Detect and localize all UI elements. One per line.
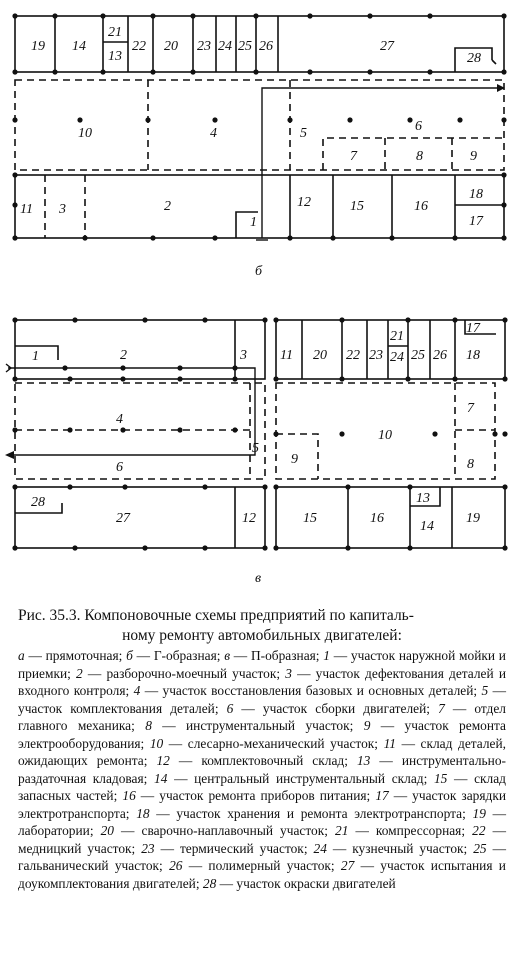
diagram-letter: б	[255, 264, 263, 279]
legend-entry	[335, 823, 465, 838]
legend-entry	[154, 771, 427, 786]
legend-key: 25	[473, 840, 487, 856]
room-label: 17	[466, 321, 480, 336]
room-label: 13	[108, 49, 122, 64]
room-label: 2	[120, 348, 127, 363]
legend-key: 18	[136, 805, 150, 821]
room-label: 18	[469, 187, 483, 202]
legend-key: 21	[335, 823, 349, 838]
legend-key: 3	[285, 665, 292, 681]
room-label: 28	[31, 495, 45, 510]
flow-line	[8, 368, 255, 455]
room-label: 13	[416, 491, 430, 506]
diagram-letter: в	[255, 571, 262, 586]
legend-text: — склад деталей, ожидающих ремонта;	[18, 735, 506, 768]
legend-text: — участок дефектования деталей и входного контроля;	[18, 665, 506, 698]
room-label: 14	[420, 519, 434, 534]
room-label: 9	[470, 149, 477, 164]
room-label: 23	[369, 348, 383, 363]
room-label: 23	[197, 39, 211, 54]
room-label: 24	[218, 39, 232, 54]
legend-key: 23	[141, 840, 155, 856]
legend-key: 2	[76, 665, 83, 681]
room-label: 5	[252, 441, 259, 456]
legend-key: 22	[472, 823, 486, 838]
legend-entry	[156, 753, 347, 768]
legend-key: 24	[313, 840, 327, 856]
room-label: 2	[164, 199, 171, 214]
room-label: 8	[416, 149, 423, 164]
legend-entry	[169, 858, 335, 873]
legend-text: — участок зарядки электротранспорта;	[18, 788, 506, 821]
legend-entry	[122, 788, 370, 803]
legend-text: — участок испытания и доукомплектования двигателей;	[18, 858, 506, 891]
legend-key: б	[126, 648, 133, 663]
diagram-b	[12, 13, 506, 279]
room-label: 9	[291, 452, 298, 467]
legend-entry	[76, 666, 280, 681]
room-label: 12	[297, 195, 311, 210]
room-label: 18	[466, 348, 480, 363]
room-label: 7	[350, 149, 357, 164]
room-label: 26	[433, 348, 447, 363]
legend-entry	[18, 648, 122, 663]
flow-arrow	[5, 451, 14, 459]
bottom-strip-wall	[15, 175, 504, 238]
legend-key: 10	[149, 735, 164, 751]
diagram-v	[5, 317, 508, 586]
legend-key: 6	[226, 700, 234, 716]
room-label: 3	[59, 202, 66, 217]
room-label: 27	[116, 511, 130, 526]
legend-text: — центральный инструментальный склад;	[167, 770, 428, 786]
legend-text: — гальванический участок;	[18, 840, 506, 873]
room-label: 6	[415, 119, 422, 134]
legend-text: — отдел главного механика;	[18, 700, 506, 733]
room-label: 6	[116, 460, 123, 475]
room-label: 28	[467, 51, 481, 66]
legend-text: — компрессорная;	[348, 823, 466, 838]
room-label: 21	[108, 25, 122, 40]
legend-entry	[224, 648, 319, 663]
legend-key: 28	[202, 875, 217, 891]
legend-key: в	[224, 648, 231, 663]
legend-text: — участок сборки двигателей;	[233, 700, 430, 716]
legend-text: — полимерный участок;	[182, 858, 335, 873]
caption-legend	[18, 648, 506, 891]
legend-text: — участок восстановления базовых и основных деталей;	[140, 683, 478, 698]
legend-text: — кузнечный участок;	[326, 840, 468, 856]
caption-title-line1: Рис. 35.3. Компоновочные схемы предприятий по капиталь-	[18, 607, 414, 624]
legend-key: 14	[154, 770, 168, 786]
legend-text: — слесарно-механический участок;	[163, 735, 379, 751]
room-label: 12	[242, 511, 256, 526]
room-label: 5	[300, 126, 307, 141]
legend-entry	[101, 823, 328, 838]
legend-entry	[227, 701, 430, 716]
room-label: 1	[32, 349, 39, 364]
legend-text: — участок окраски двигателей	[216, 875, 396, 891]
legend-key: 13	[356, 753, 371, 768]
room-label: 16	[414, 199, 428, 214]
legend-entry	[203, 876, 396, 891]
legend-text: — лаборатории;	[18, 805, 506, 838]
legend-text: — комплектовочный склад;	[169, 753, 348, 768]
room-label: 3	[240, 348, 247, 363]
legend-text: — участок ремонта приборов питания;	[135, 788, 371, 803]
legend-entry	[141, 841, 307, 856]
legend-key: 26	[169, 858, 183, 873]
room-label: 15	[303, 511, 317, 526]
legend-key: 8	[145, 718, 152, 733]
legend-text: — прямоточная;	[24, 648, 123, 663]
room-label: 25	[411, 348, 425, 363]
legend-key: 12	[156, 753, 170, 768]
room-label: 20	[313, 348, 327, 363]
legend-text: — Г-образная;	[132, 648, 221, 663]
legend-text: — разборочно-моечный участок;	[82, 665, 281, 681]
legend-key: 16	[122, 788, 136, 803]
room-label: 20	[164, 39, 178, 54]
legend-key: а	[18, 648, 25, 663]
room-label: 25	[238, 39, 252, 54]
legend-key: 15	[433, 770, 448, 786]
room-label: 7	[467, 401, 474, 416]
legend-text: — термический участок;	[154, 840, 308, 856]
legend-key: 9	[363, 718, 371, 733]
legend-key: 1	[323, 648, 330, 663]
legend-text: — инструментальный участок;	[151, 718, 354, 733]
room-label: 11	[280, 348, 293, 363]
legend-text: — сварочно-наплавочный участок;	[114, 823, 328, 838]
room-label: 1	[250, 215, 257, 230]
legend-text: — медницкий участок;	[18, 823, 506, 856]
room-label: 19	[466, 511, 480, 526]
room-label: 22	[346, 348, 360, 363]
legend-entry	[150, 736, 378, 751]
legend-text: — склад запасных частей;	[18, 770, 506, 803]
legend-text: — участок комплектования деталей;	[18, 683, 507, 716]
room-label: 21	[390, 329, 404, 344]
legend-key: 5	[481, 683, 489, 698]
legend-text: — участок хранения и ремонта электротранспорта;	[149, 805, 466, 821]
legend-key: 17	[375, 788, 389, 803]
legend-text: — участок наружной мойки и приемки;	[18, 648, 506, 681]
legend-entry	[145, 718, 353, 733]
figure-caption	[18, 606, 506, 892]
room-label: 8	[467, 457, 474, 472]
room-label: 4	[116, 412, 123, 427]
room-label: 10	[378, 428, 392, 443]
room-label: 26	[259, 39, 273, 54]
legend-key: 19	[472, 805, 486, 821]
wall	[492, 60, 496, 64]
legend-key: 11	[383, 735, 397, 751]
legend-text: — инструментально-раздаточная кладовая;	[18, 753, 506, 786]
room-label: 22	[132, 39, 146, 54]
room-label: 24	[390, 350, 404, 365]
caption-title-line2: ному ремонту автомобильных двигателей:	[122, 627, 402, 644]
legend-entry	[126, 648, 220, 663]
flow-line	[262, 88, 497, 238]
legend-text: — участок ремонта электрооборудования;	[18, 718, 506, 751]
middle-strip-wall	[15, 80, 504, 170]
legend-text: — П-образная;	[230, 648, 320, 663]
room-label: 19	[31, 39, 45, 54]
room-label: 15	[350, 199, 364, 214]
legend-entry	[314, 841, 468, 856]
room-label: 17	[469, 214, 483, 229]
legend-entry	[134, 683, 477, 698]
legend-entry	[136, 806, 466, 821]
legend-key: 4	[133, 683, 141, 698]
room-label: 10	[78, 126, 92, 141]
room-label: 11	[20, 202, 33, 217]
room-label: 14	[72, 39, 86, 54]
legend-key: 27	[340, 858, 355, 873]
room-label: 27	[380, 39, 394, 54]
room-label: 4	[210, 126, 217, 141]
room-label: 16	[370, 511, 384, 526]
left-bottom-wall	[15, 487, 265, 548]
left-top-wall	[15, 320, 265, 379]
left-middle-wall	[15, 383, 265, 479]
legend-key: 20	[100, 823, 114, 838]
legend-key: 7	[438, 700, 445, 716]
